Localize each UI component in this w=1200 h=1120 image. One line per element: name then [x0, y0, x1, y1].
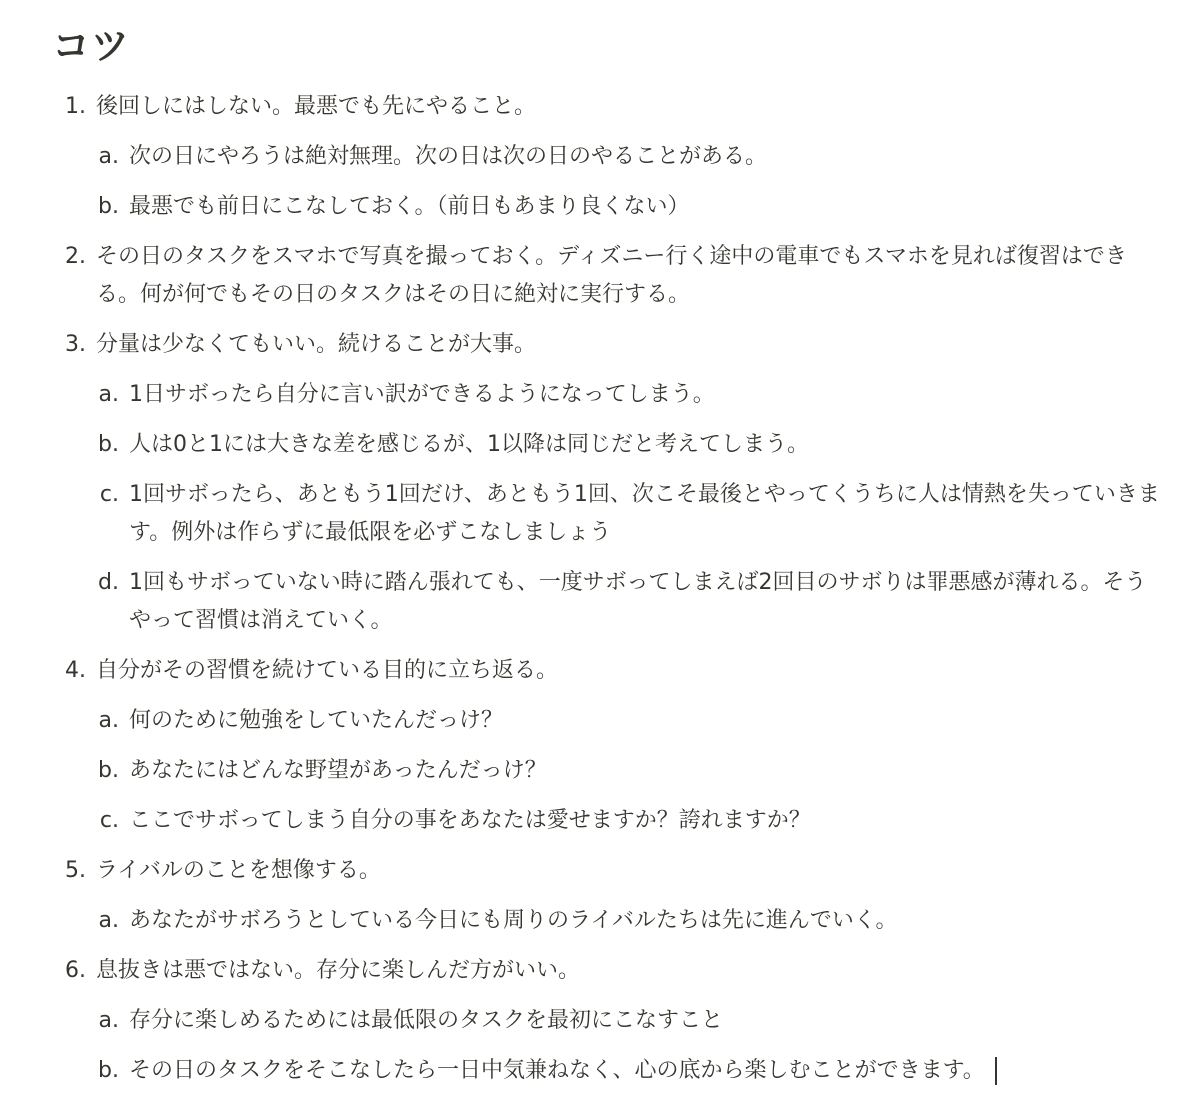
sub-list-marker: c.: [99, 808, 119, 833]
sub-list-item[interactable]: [52, 138, 1160, 176]
list-item[interactable]: [52, 952, 1160, 990]
sub-list-item[interactable]: [52, 376, 1160, 414]
list-marker: 2.: [65, 244, 86, 269]
sub-list-item-text[interactable]: あなたがサボろうとしている今日にも周りのライバルたちは先に進んでいく。: [129, 908, 898, 933]
sub-list-marker: c.: [99, 482, 119, 507]
list-item[interactable]: [52, 326, 1160, 364]
sub-list-item[interactable]: [52, 1002, 1160, 1040]
sub-list-item-text[interactable]: 最悪でも前日にこなしておく。（前日もあまり良くない）: [129, 194, 690, 219]
sub-list-item[interactable]: [52, 1052, 1160, 1090]
sub-list-marker: a.: [98, 1008, 119, 1033]
sub-list-item[interactable]: [52, 188, 1160, 226]
list-item-text[interactable]: 自分がその習慣を続けている目的に立ち返る。: [96, 658, 559, 683]
sub-list-marker: b.: [98, 432, 119, 457]
sub-list-item[interactable]: [52, 476, 1160, 552]
sub-list-marker: d.: [98, 570, 119, 595]
sub-list-item-text[interactable]: 1日サボったら自分に言い訳ができるようになってしまう。: [129, 382, 715, 407]
sub-list-marker: b.: [98, 1058, 119, 1083]
sub-list-item-text[interactable]: 次の日にやろうは絶対無理。次の日は次の日のやることがある。: [129, 144, 768, 169]
list-item-text[interactable]: 息抜きは悪ではない。存分に楽しんだ方がいい。: [96, 958, 581, 983]
sub-list-item-text[interactable]: 人は0と1には大きな差を感じるが、1以降は同じだと考えてしまう。: [129, 432, 809, 457]
list-marker: 5.: [65, 858, 86, 883]
list-item-text[interactable]: ライバルのことを想像する。: [96, 858, 381, 883]
text-caret: [995, 1057, 997, 1085]
list-marker: 4.: [65, 658, 86, 683]
sub-list-item[interactable]: [52, 564, 1160, 640]
list-item-text[interactable]: 後回しにはしない。最悪でも先にやること。: [96, 94, 537, 119]
sub-list-item-text[interactable]: その日のタスクをそこなしたら一日中気兼ねなく、心の底から楽しむことができます。: [129, 1052, 1160, 1090]
page-heading[interactable]: コツ: [52, 24, 131, 68]
numbered-list: [52, 88, 1160, 1090]
sub-list-item[interactable]: [52, 752, 1160, 790]
list-marker: 3.: [65, 332, 86, 357]
list-item[interactable]: [52, 88, 1160, 126]
sub-list-marker: a.: [98, 144, 119, 169]
sub-list-marker: a.: [98, 908, 119, 933]
sub-list-item-text[interactable]: ここでサボってしまう自分の事をあなたは愛せますか？誇れますか？: [129, 808, 811, 833]
list-item-text[interactable]: その日のタスクをスマホで写真を撮っておく。ディズニー行く途中の電車でもスマホを見れば復習はできる。何が何でもその日のタスクはその日に絶対に実行する。: [96, 244, 1127, 307]
sub-list-item-text[interactable]: 1回もサボっていない時に踏ん張れても、一度サボってしまえば2回目のサボりは罪悪感が薄れる。そうやって習慣は消えていく。: [129, 570, 1147, 633]
sub-list-item[interactable]: [52, 426, 1160, 464]
sub-list-marker: a.: [98, 708, 119, 733]
list-item-text[interactable]: 分量は少なくてもいい。続けることが大事。: [96, 332, 537, 357]
list-marker: 6.: [65, 958, 86, 983]
sub-list-item-text[interactable]: 1回サボったら、あともう1回だけ、あともう1回、次こそ最後とやってくうちに人は情熱を失っていきます。例外は作らずに最低限を必ずこなしましょう: [129, 482, 1160, 545]
list-item[interactable]: [52, 238, 1160, 314]
sub-list-item[interactable]: [52, 702, 1160, 740]
list-item[interactable]: [52, 652, 1160, 690]
sub-list-marker: b.: [98, 758, 119, 783]
list-marker: 1.: [65, 94, 86, 119]
sub-list-item-text[interactable]: 存分に楽しめるためには最低限のタスクを最初にこなすこと: [129, 1008, 724, 1033]
sub-list-item-text[interactable]: 何のために勉強をしていたんだっけ？: [129, 708, 504, 733]
sub-list-item[interactable]: [52, 902, 1160, 940]
sub-list-item-text[interactable]: あなたにはどんな野望があったんだっけ？: [129, 758, 547, 783]
list-item[interactable]: [52, 852, 1160, 890]
sub-list-marker: b.: [98, 194, 119, 219]
sub-list-marker: a.: [98, 382, 119, 407]
sub-list-item[interactable]: [52, 802, 1160, 840]
